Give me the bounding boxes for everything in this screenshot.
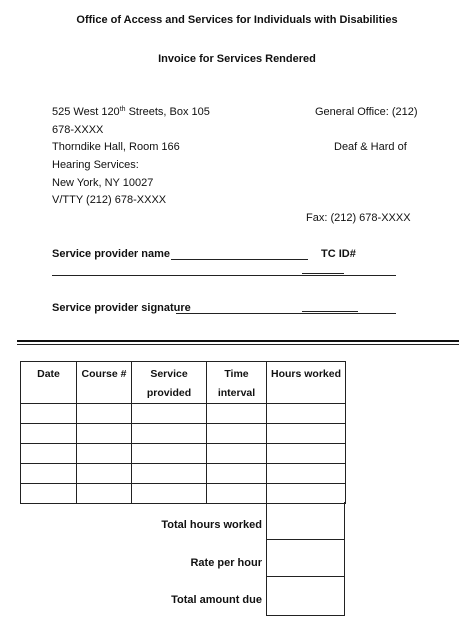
- tc-id-field[interactable]: [52, 275, 396, 276]
- service-provider-signature-field[interactable]: [176, 313, 396, 314]
- column-header-hours: Hours worked: [267, 362, 346, 404]
- service-provider-name-label: Service provider name: [52, 248, 171, 260]
- rate-per-hour-label: Rate per hour: [190, 557, 262, 569]
- rate-per-hour-field[interactable]: [267, 540, 344, 576]
- total-amount-label: Total amount due: [171, 594, 262, 606]
- total-hours-field[interactable]: [267, 503, 344, 539]
- service-provider-name-field[interactable]: [171, 259, 308, 260]
- column-header-course: Course #: [77, 362, 132, 404]
- address-line-3: Thorndike Hall, Room 166: [52, 141, 180, 153]
- deaf-hard-of-hearing: Deaf & Hard of: [334, 141, 407, 153]
- table-row[interactable]: [21, 464, 346, 484]
- address-line-4: Hearing Services:: [52, 159, 139, 171]
- column-header-service: Service provided: [132, 362, 207, 404]
- table-header-row: [21, 362, 346, 404]
- fax-number: Fax: (212) 678-XXXX: [306, 212, 411, 224]
- address-line-5: New York, NY 10027: [52, 177, 154, 189]
- table-row[interactable]: [21, 444, 346, 464]
- service-provider-signature-label: Service provider signature: [52, 302, 191, 314]
- invoice-title: Invoice for Services Rendered: [158, 53, 316, 65]
- column-header-time: Time interval: [207, 362, 267, 404]
- separator-top: [17, 340, 459, 342]
- total-amount-field[interactable]: [267, 577, 344, 615]
- tc-id-label: TC ID#: [321, 248, 356, 260]
- table-row[interactable]: [21, 484, 346, 504]
- office-heading: Office of Access and Services for Individuals with Disabilities: [76, 14, 398, 26]
- column-header-date: Date: [21, 362, 77, 404]
- address-line-2: 678-XXXX: [52, 124, 104, 136]
- general-office-phone: General Office: (212): [315, 106, 418, 118]
- address-line-1: 525 West 120th Streets, Box 105: [52, 106, 210, 118]
- services-table: [20, 361, 346, 504]
- table-row[interactable]: [21, 404, 346, 424]
- address-line-6: V/TTY (212) 678-XXXX: [52, 194, 167, 206]
- underline-segment: [302, 311, 358, 312]
- underline-segment: [302, 273, 344, 274]
- total-hours-label: Total hours worked: [161, 519, 262, 531]
- separator-bottom: [17, 344, 459, 345]
- table-row[interactable]: [21, 424, 346, 444]
